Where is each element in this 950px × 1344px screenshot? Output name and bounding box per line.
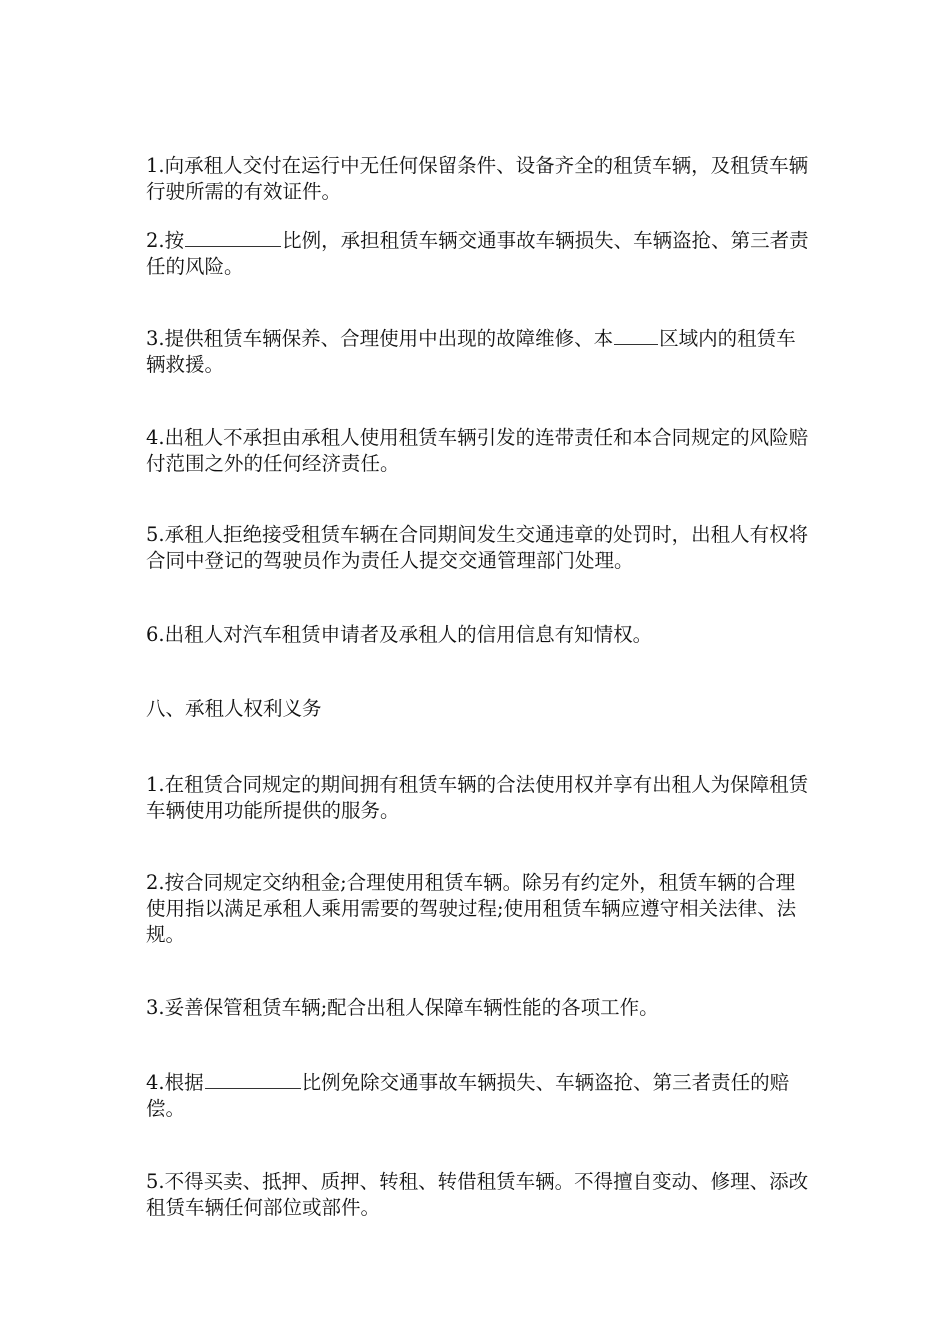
lessee-right-2 [146, 870, 814, 948]
lessee-right-3 [146, 995, 814, 1021]
lessor-duty-5 [146, 522, 814, 574]
lessee-right-1 [146, 772, 814, 824]
lessor-duty-3 [146, 326, 814, 378]
exemption-ratio-blank [205, 1070, 301, 1089]
lessor-duty-2-before: 2.按 [146, 229, 185, 252]
lessee-right-4 [146, 1070, 814, 1122]
lessee-right-1-text: 1.在租赁合同规定的期间拥有租赁车辆的合法使用权并享有出租人为保障租赁车辆使用功能所提供的服务。 [146, 773, 809, 822]
lessor-duty-6 [146, 622, 814, 648]
lessor-duty-4 [146, 425, 814, 477]
lessor-duty-2 [146, 228, 814, 280]
lessor-duty-5-text: 5.承租人拒绝接受租赁车辆在合同期间发生交通违章的处罚时，出租人有权将合同中登记的驾驶员作为责任人提交交通管理部门处理。 [146, 523, 809, 572]
lessor-duty-6-text: 6.出租人对汽车租赁申请者及承租人的信用信息有知情权。 [146, 623, 653, 646]
ratio-blank [185, 228, 281, 247]
section-heading-8 [146, 696, 814, 722]
lessor-duty-2-after: 比例，承担租赁车辆交通事故车辆损失、车辆盗抢、第三者责任的风险。 [146, 229, 809, 278]
lessor-duty-1-text: 1.向承租人交付在运行中无任何保留条件、设备齐全的租赁车辆，及租赁车辆行驶所需的有效证件。 [146, 154, 809, 203]
lessee-right-3-text: 3.妥善保管租赁车辆;配合出租人保障车辆性能的各项工作。 [146, 996, 659, 1019]
lessee-right-4-after: 比例免除交通事故车辆损失、车辆盗抢、第三者责任的赔偿。 [146, 1071, 790, 1120]
lessor-duty-3-before: 3.提供租赁车辆保养、合理使用中出现的故障维修、本 [146, 327, 614, 350]
lessor-duty-4-text: 4.出租人不承担由承租人使用租赁车辆引发的连带责任和本合同规定的风险赔付范围之外的任何经济责任。 [146, 426, 809, 475]
lessee-right-5-text: 5.不得买卖、抵押、质押、转租、转借租赁车辆。不得擅自变动、修理、添改租赁车辆任何部位或部件。 [146, 1170, 809, 1219]
region-blank [614, 326, 658, 345]
lessee-right-2-text: 2.按合同规定交纳租金;合理使用租赁车辆。除另有约定外，租赁车辆的合理使用指以满足承租人乘用需要的驾驶过程;使用租赁车辆应遵守相关法律、法规。 [146, 871, 797, 946]
lessor-duty-1 [146, 153, 814, 205]
lessee-right-5 [146, 1169, 814, 1221]
lessor-duty-3-after: 区域内的租赁车辆救援。 [146, 327, 796, 376]
lessee-right-4-before: 4.根据 [146, 1071, 204, 1094]
section-heading-8-text: 八、承租人权利义务 [146, 697, 322, 720]
